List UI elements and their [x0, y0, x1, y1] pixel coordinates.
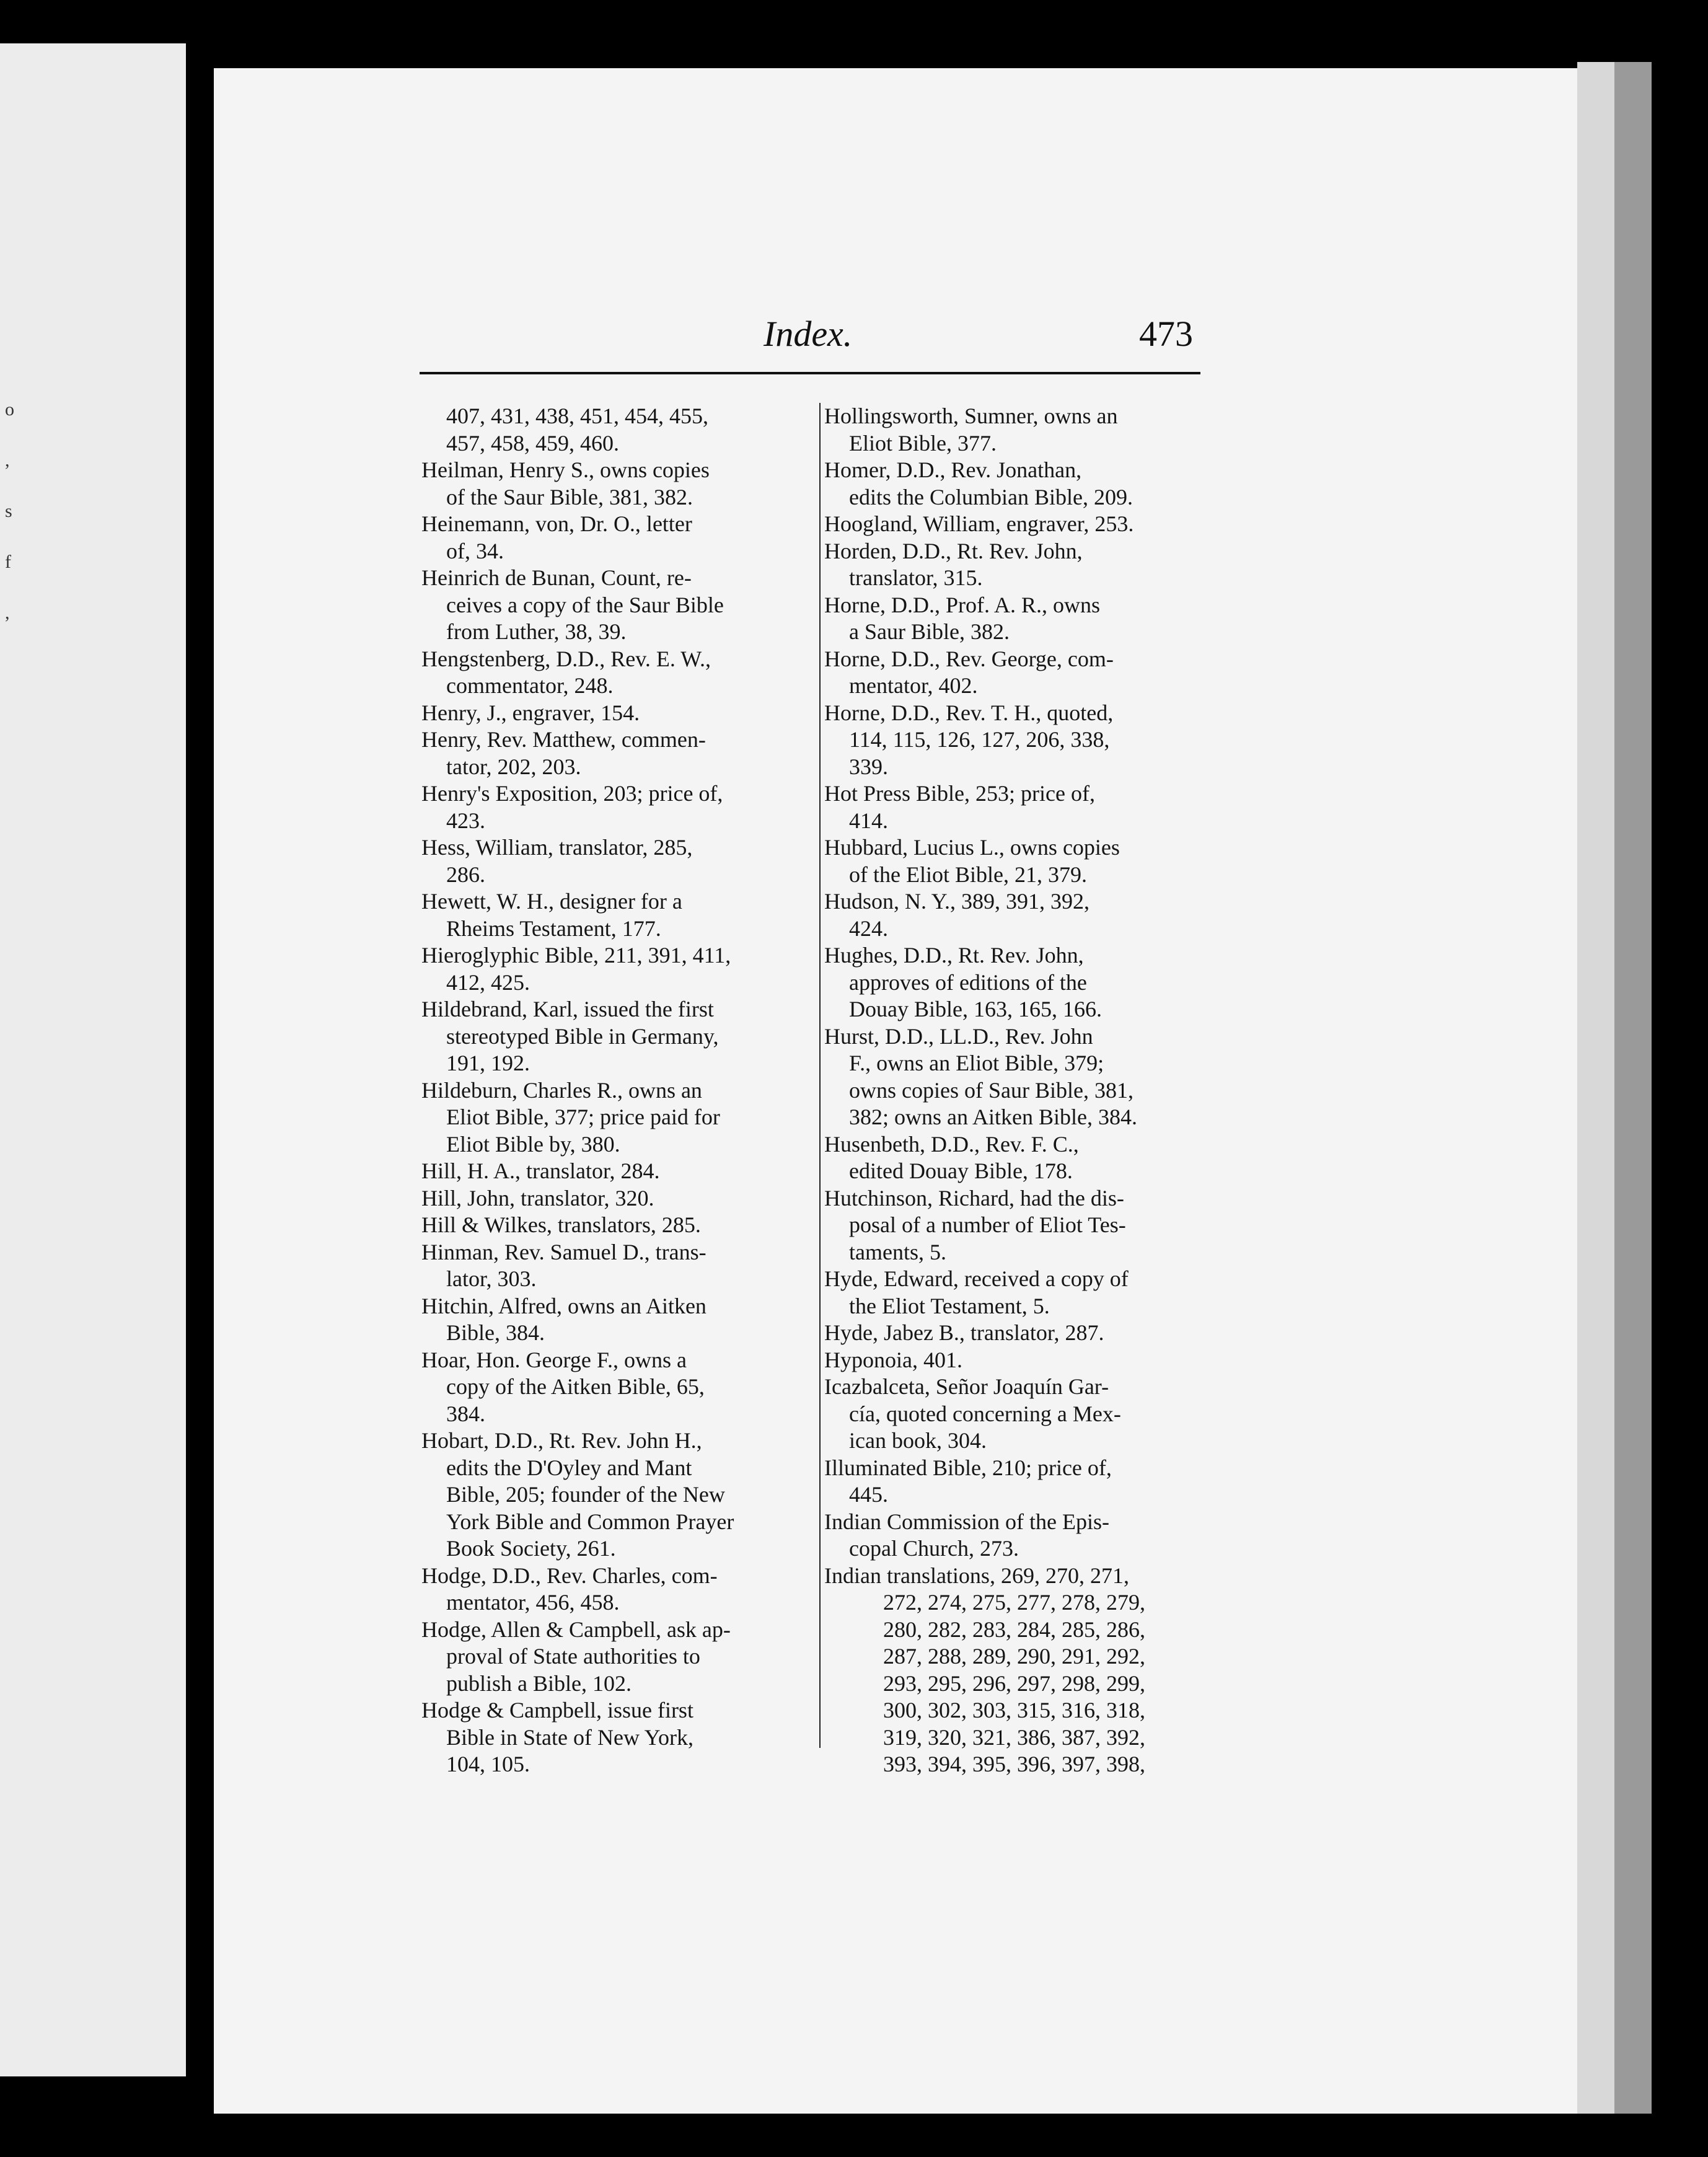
- index-line: Illuminated Bible, 210; price of,: [824, 1455, 1112, 1480]
- index-line: Rheims Testament, 177.: [446, 915, 661, 941]
- index-line: posal of a number of Eliot Tes-: [849, 1212, 1126, 1237]
- margin-fragment: ,: [5, 450, 10, 470]
- margin-fragment: ,: [5, 602, 10, 623]
- index-line: of the Saur Bible, 381, 382.: [446, 484, 693, 509]
- index-line: Horne, D.D., Rev. T. H., quoted,: [824, 700, 1114, 725]
- index-line: Hyponoia, 401.: [824, 1347, 962, 1372]
- index-line: Bible, 384.: [446, 1320, 545, 1345]
- index-line: translator, 315.: [849, 565, 983, 590]
- running-head: [0, 313, 1708, 363]
- index-line: 272, 274, 275, 277, 278, 279,: [883, 1590, 1145, 1615]
- index-line: Hengstenberg, D.D., Rev. E. W.,: [421, 646, 711, 671]
- page-number: 473: [1139, 314, 1193, 354]
- margin-fragment: s: [5, 501, 12, 521]
- index-line: publish a Bible, 102.: [446, 1670, 632, 1696]
- index-line: Hitchin, Alfred, owns an Aitken: [421, 1293, 707, 1318]
- index-line: mentator, 402.: [849, 673, 978, 698]
- index-column-right: [824, 403, 1227, 1778]
- index-line: 414.: [849, 808, 888, 833]
- index-line: Hess, William, translator, 285,: [421, 835, 693, 860]
- index-line: cía, quoted concerning a Mex-: [849, 1401, 1121, 1426]
- index-line: copal Church, 273.: [849, 1536, 1019, 1561]
- index-column-left: [421, 403, 824, 1778]
- index-line: Eliot Bible, 377.: [849, 430, 997, 456]
- index-line: 104, 105.: [446, 1752, 530, 1776]
- index-line: Hill, John, translator, 320.: [421, 1185, 654, 1211]
- index-line: the Eliot Testament, 5.: [849, 1293, 1050, 1318]
- index-line: edited Douay Bible, 178.: [849, 1158, 1073, 1183]
- index-line: 384.: [446, 1401, 485, 1426]
- index-line: commentator, 248.: [446, 673, 614, 698]
- index-line: Heinrich de Bunan, Count, re-: [421, 565, 692, 590]
- index-line: of the Eliot Bible, 21, 379.: [849, 862, 1087, 887]
- margin-fragment: o: [5, 399, 14, 420]
- index-line: tator, 202, 203.: [446, 754, 581, 779]
- index-line: 286.: [446, 862, 485, 887]
- index-line: a Saur Bible, 382.: [849, 619, 1010, 644]
- index-line: stereotyped Bible in Germany,: [446, 1023, 719, 1049]
- index-line: Hodge & Campbell, issue first: [421, 1698, 693, 1723]
- index-line: F., owns an Eliot Bible, 379;: [849, 1051, 1104, 1075]
- index-line: owns copies of Saur Bible, 381,: [849, 1077, 1134, 1103]
- index-line: 300, 302, 303, 315, 316, 318,: [883, 1698, 1145, 1723]
- index-line: Henry, Rev. Matthew, commen-: [421, 727, 706, 752]
- index-line: Hubbard, Lucius L., owns copies: [824, 835, 1120, 860]
- index-line: 382; owns an Aitken Bible, 384.: [849, 1105, 1137, 1129]
- index-line: Icazbalceta, Señor Joaquín Gar-: [824, 1374, 1109, 1399]
- index-line: Hodge, Allen & Campbell, ask ap-: [421, 1617, 731, 1642]
- index-line: Horne, D.D., Prof. A. R., owns: [824, 592, 1100, 617]
- index-line: Indian Commission of the Epis-: [824, 1509, 1109, 1534]
- index-line: Bible, 205; founder of the New: [446, 1482, 725, 1507]
- index-line: Hobart, D.D., Rt. Rev. John H.,: [421, 1428, 702, 1453]
- margin-fragment: f: [5, 552, 11, 572]
- index-line: ican book, 304.: [849, 1428, 987, 1453]
- index-line: Hieroglyphic Bible, 211, 391, 411,: [421, 943, 731, 968]
- index-line: 407, 431, 438, 451, 454, 455,: [446, 404, 708, 428]
- index-line: 339.: [849, 754, 888, 779]
- index-line: 280, 282, 283, 284, 285, 286,: [883, 1617, 1145, 1642]
- index-line: of, 34.: [446, 538, 504, 563]
- index-line: 393, 394, 395, 396, 397, 398,: [883, 1752, 1145, 1776]
- index-line: from Luther, 38, 39.: [446, 619, 627, 644]
- index-line: York Bible and Common Prayer: [446, 1509, 734, 1534]
- index-line: 319, 320, 321, 386, 387, 392,: [883, 1724, 1145, 1750]
- index-line: Hollingsworth, Sumner, owns an: [824, 404, 1118, 428]
- index-line: Hinman, Rev. Samuel D., trans-: [421, 1239, 707, 1264]
- left-page-margin-text: [5, 384, 24, 638]
- index-line: Book Society, 261.: [446, 1536, 616, 1561]
- index-line: 423.: [446, 808, 485, 833]
- index-line: Husenbeth, D.D., Rev. F. C.,: [824, 1131, 1079, 1157]
- index-line: taments, 5.: [849, 1239, 946, 1264]
- page-title: Index.: [764, 314, 853, 354]
- index-line: edits the Columbian Bible, 209.: [849, 484, 1133, 509]
- index-line: Hewett, W. H., designer for a: [421, 889, 682, 914]
- index-line: 287, 288, 289, 290, 291, 292,: [883, 1644, 1145, 1669]
- index-line: Hodge, D.D., Rev. Charles, com-: [421, 1563, 718, 1588]
- index-line: Hildeburn, Charles R., owns an: [421, 1077, 702, 1103]
- header-rule: [420, 372, 1200, 374]
- index-line: Horne, D.D., Rev. George, com-: [824, 646, 1114, 671]
- index-line: 191, 192.: [446, 1051, 530, 1075]
- index-line: Indian translations, 269, 270, 271,: [824, 1563, 1129, 1588]
- index-line: Hyde, Edward, received a copy of: [824, 1266, 1129, 1291]
- index-line: Henry, J., engraver, 154.: [421, 700, 640, 725]
- index-line: proval of State authorities to: [446, 1644, 700, 1669]
- column-divider: [819, 403, 821, 1748]
- index-line: copy of the Aitken Bible, 65,: [446, 1374, 705, 1399]
- index-line: Hoar, Hon. George F., owns a: [421, 1347, 687, 1372]
- index-line: 457, 458, 459, 460.: [446, 430, 619, 456]
- index-line: Heinemann, von, Dr. O., letter: [421, 511, 692, 536]
- index-line: mentator, 456, 458.: [446, 1590, 620, 1615]
- index-line: Hudson, N. Y., 389, 391, 392,: [824, 889, 1090, 914]
- index-line: Hughes, D.D., Rt. Rev. John,: [824, 943, 1084, 968]
- index-line: Hutchinson, Richard, had the dis-: [824, 1185, 1124, 1211]
- index-line: Bible in State of New York,: [446, 1724, 693, 1750]
- index-line: Douay Bible, 163, 165, 166.: [849, 997, 1102, 1021]
- index-line: 412, 425.: [446, 969, 530, 995]
- index-line: 114, 115, 126, 127, 206, 338,: [849, 727, 1110, 752]
- index-line: approves of editions of the: [849, 969, 1087, 995]
- index-line: Hyde, Jabez B., translator, 287.: [824, 1320, 1104, 1345]
- index-line: Hildebrand, Karl, issued the first: [421, 997, 714, 1021]
- index-line: Hoogland, William, engraver, 253.: [824, 511, 1134, 536]
- index-line: Hill & Wilkes, translators, 285.: [421, 1212, 701, 1237]
- index-line: edits the D'Oyley and Mant: [446, 1455, 692, 1480]
- index-line: lator, 303.: [446, 1266, 537, 1291]
- index-line: Heilman, Henry S., owns copies: [421, 457, 710, 482]
- index-line: Eliot Bible, 377; price paid for: [446, 1105, 720, 1129]
- book-edge: [1614, 62, 1652, 2114]
- index-line: Hurst, D.D., LL.D., Rev. John: [824, 1023, 1093, 1049]
- page-edge: [1577, 62, 1614, 2114]
- index-line: 424.: [849, 915, 888, 941]
- index-line: Horden, D.D., Rt. Rev. John,: [824, 538, 1083, 563]
- index-line: Homer, D.D., Rev. Jonathan,: [824, 457, 1082, 482]
- index-line: 445.: [849, 1482, 888, 1507]
- index-line: 293, 295, 296, 297, 298, 299,: [883, 1670, 1145, 1696]
- index-line: Eliot Bible by, 380.: [446, 1131, 620, 1157]
- index-line: Henry's Exposition, 203; price of,: [421, 781, 723, 806]
- index-line: Hot Press Bible, 253; price of,: [824, 781, 1095, 806]
- index-line: ceives a copy of the Saur Bible: [446, 592, 724, 617]
- index-line: Hill, H. A., translator, 284.: [421, 1158, 660, 1183]
